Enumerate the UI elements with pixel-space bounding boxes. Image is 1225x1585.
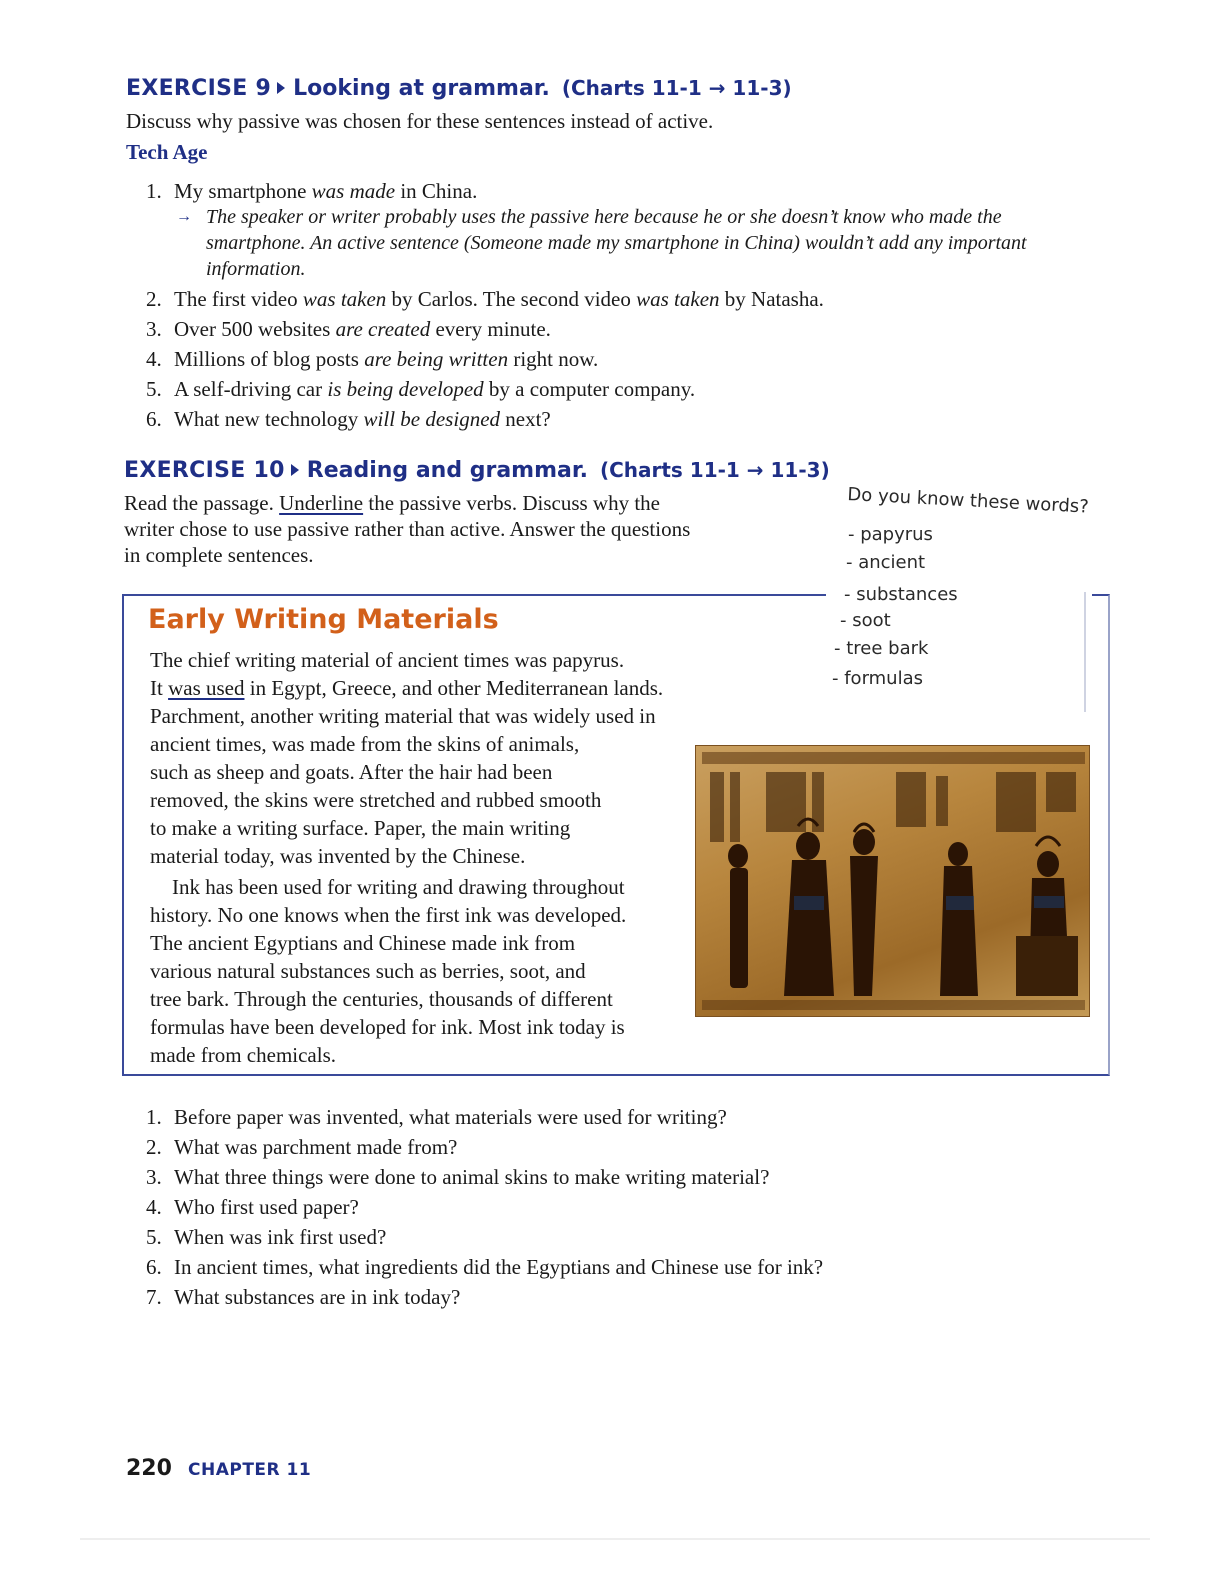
vocabulary-word: - soot [840,610,891,631]
vocabulary-note [826,484,1092,719]
exercise-9-item: 4. Millions of blog posts are being written right now. [146,347,599,371]
passive-verb-underlined: was used [168,676,245,700]
reading-passage: The chief writing material of ancient times was papyrus. It was used in Egypt, Greece, and other Mediterranean lands. Parchment, another writing material that was widely used in ancient times, was made from the skins of animals, such as sheep and goats. After the hair had been removed, the skins were stretched and rubbed smooth to make a writing surface. Paper, the main writing material today, was invented by the Chinese. Ink has been used for writing and drawing throughout history. No one knows when the first ink was developed. The ancient Egyptians and Chinese made ink from various natural substances such as berries, soot, and tree bark. Through the centuries, thousands of different formulas have been developed for ink. Most ink today is made from chemicals. [150,648,664,1067]
chapter-label: CHAPTER 11 [188,1460,312,1480]
note-edge [1084,592,1086,712]
exercise-9-item: 5. A self-driving car is being developed by a computer company. [146,377,696,401]
exercise-10-title: Reading and grammar. [306,458,588,483]
exercise-10-heading [124,458,830,483]
page-number: 220 [126,1456,172,1481]
exercise-9-instruction: Discuss why passive was chosen for these sentences instead of active. [126,109,714,133]
question-item: 3. What three things were done to animal skins to make writing material? [146,1165,770,1189]
question-item: 7. What substances are in ink today? [146,1285,461,1309]
question-item: 4. Who first used paper? [146,1195,359,1219]
question-item: 2. What was parchment made from? [146,1135,458,1159]
exercise-9-charts: (Charts 11-1 → 11-3) [561,76,792,100]
question-item: 5. When was ink first used? [146,1225,387,1249]
exercise-9-heading [126,76,792,101]
question-item: 1. Before paper was invented, what materials were used for writing? [146,1105,727,1129]
vocabulary-word: - formulas [832,668,924,689]
arrow-right-icon: → [176,208,192,225]
vocabulary-word: - tree bark [834,638,929,659]
exercise-10-label: EXERCISE 10 [124,458,285,483]
vocabulary-word: - substances [844,584,958,605]
exercise-9-label: EXERCISE 9 [126,76,272,101]
triangle-bullet-icon [291,464,299,476]
exercise-10-charts: (Charts 11-1 → 11-3) [599,458,830,482]
exercise-9-example-answer: → The speaker or writer probably uses the passive here because he or she doesn’t know who made the smartphone. An active sentence (Someone made my smartphone in China) wouldn’t add any important information. [176,206,1027,280]
exercise-9-item: 6. What new technology will be designed next? [146,407,551,431]
exercise-9-title: Looking at grammar. [293,76,550,101]
bottom-divider [80,1538,1150,1540]
exercise-9-item: 1. My smartphone was made in China. [146,179,478,203]
exercise-10-instruction: Read the passage. Underline the passive verbs. Discuss why the writer chose to use passive rather than active. Answer the questions in complete sentences. [124,491,691,567]
question-item: 6. In ancient times, what ingredients did the Egyptians and Chinese use for ink? [146,1255,824,1279]
vocabulary-header: Do you know these words? [846,484,1090,518]
papyrus-artwork [696,746,1090,1017]
exercise-9-item: 3. Over 500 websites are created every minute. [146,317,551,341]
reading-title: Early Writing Materials [148,604,499,635]
triangle-bullet-icon [277,82,285,94]
vocabulary-word: - papyrus [848,524,933,545]
egyptian-papyrus-icon [695,745,1090,1017]
vocabulary-word: - ancient [846,552,926,573]
exercise-9-subhead: Tech Age [126,140,208,164]
underline-word: Underline [279,491,364,515]
exercise-9-item: 2. The first video was taken by Carlos. The second video was taken by Natasha. [146,287,824,311]
